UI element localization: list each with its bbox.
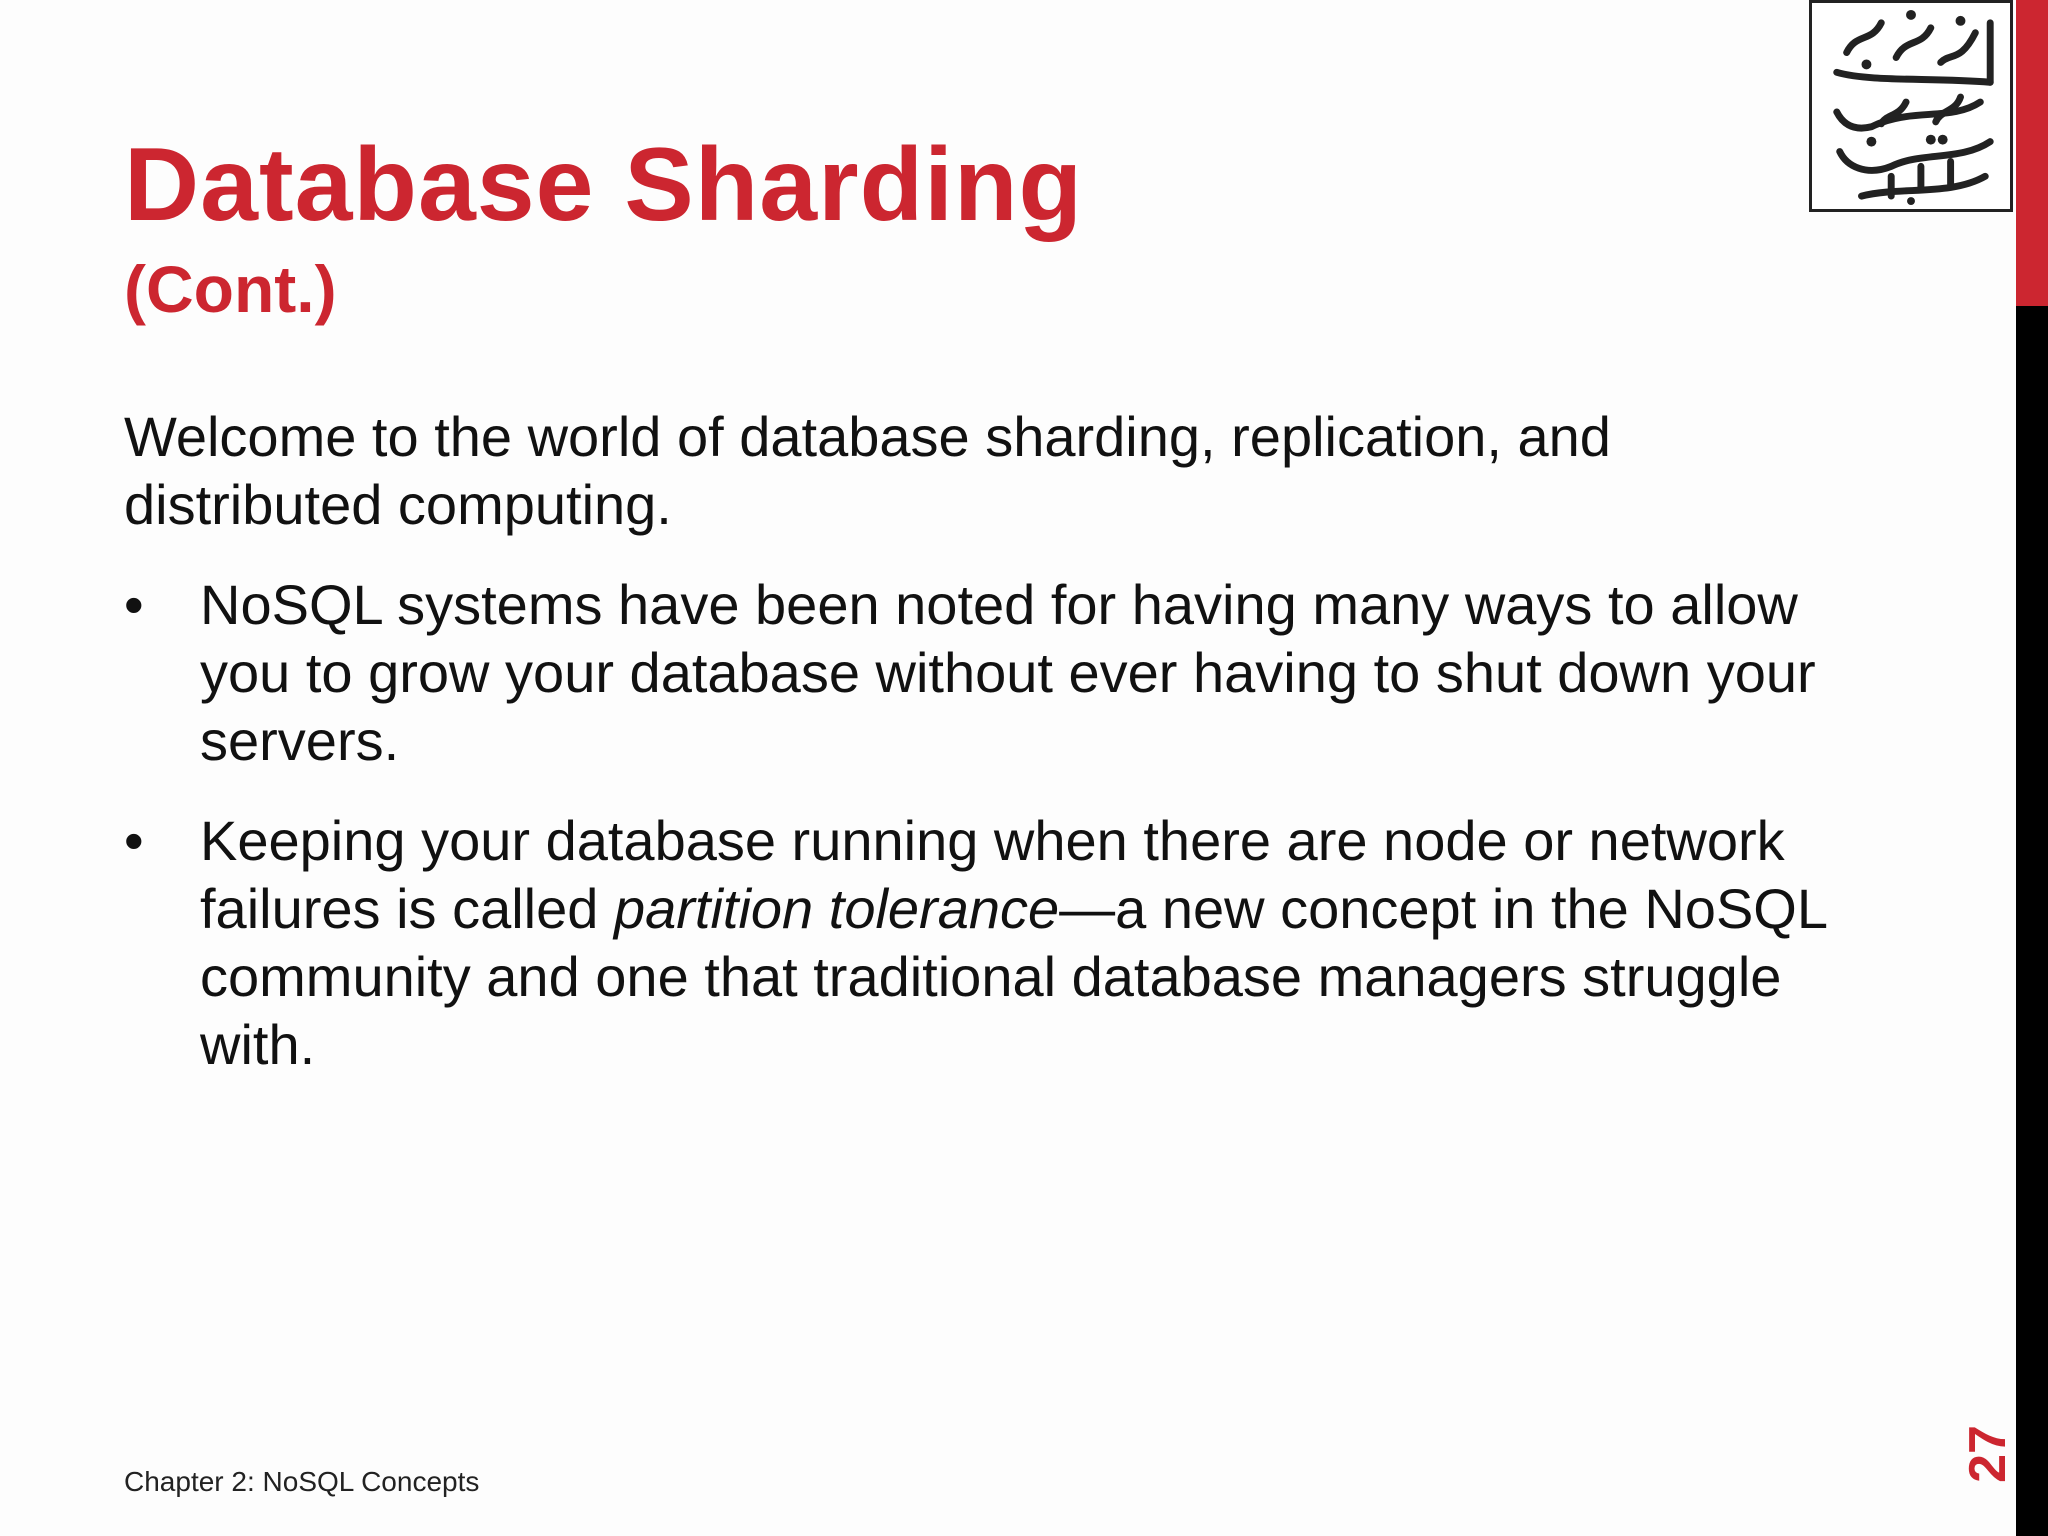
- side-accent-bar: [2016, 0, 2048, 1536]
- bullet-list: [124, 571, 1884, 1079]
- bullet-item: [124, 571, 1884, 775]
- slide-subtitle: (Cont.): [124, 252, 337, 326]
- bullet-marker: •: [124, 573, 144, 636]
- bullet-text: NoSQL systems have been noted for having many ways to allow you to grow your database without ever having to shut down your servers.: [200, 573, 1816, 772]
- bullet-item: [124, 807, 1884, 1079]
- slide-title: Database Sharding: [124, 127, 1084, 243]
- footer-chapter: Chapter 2: NoSQL Concepts: [124, 1466, 480, 1497]
- slide-body: [124, 403, 1884, 1111]
- bullet-text-after: —a new concept in the NoSQL community and one that traditional database managers struggle with.: [200, 877, 1826, 1076]
- bullet-marker: •: [124, 809, 144, 872]
- university-calligraphy-logo-icon: [1812, 3, 2010, 209]
- emphasized-term: partition tolerance: [613, 877, 1060, 940]
- bullet-text-before: Keeping your database running when there are node or network failures is called: [200, 809, 1785, 940]
- intro-paragraph: Welcome to the world of database sharding, replication, and distributed computing.: [124, 405, 1611, 536]
- university-logo: [1809, 0, 2013, 212]
- page-number: 27: [1959, 1425, 2017, 1483]
- side-accent-bar-red: [2016, 0, 2048, 306]
